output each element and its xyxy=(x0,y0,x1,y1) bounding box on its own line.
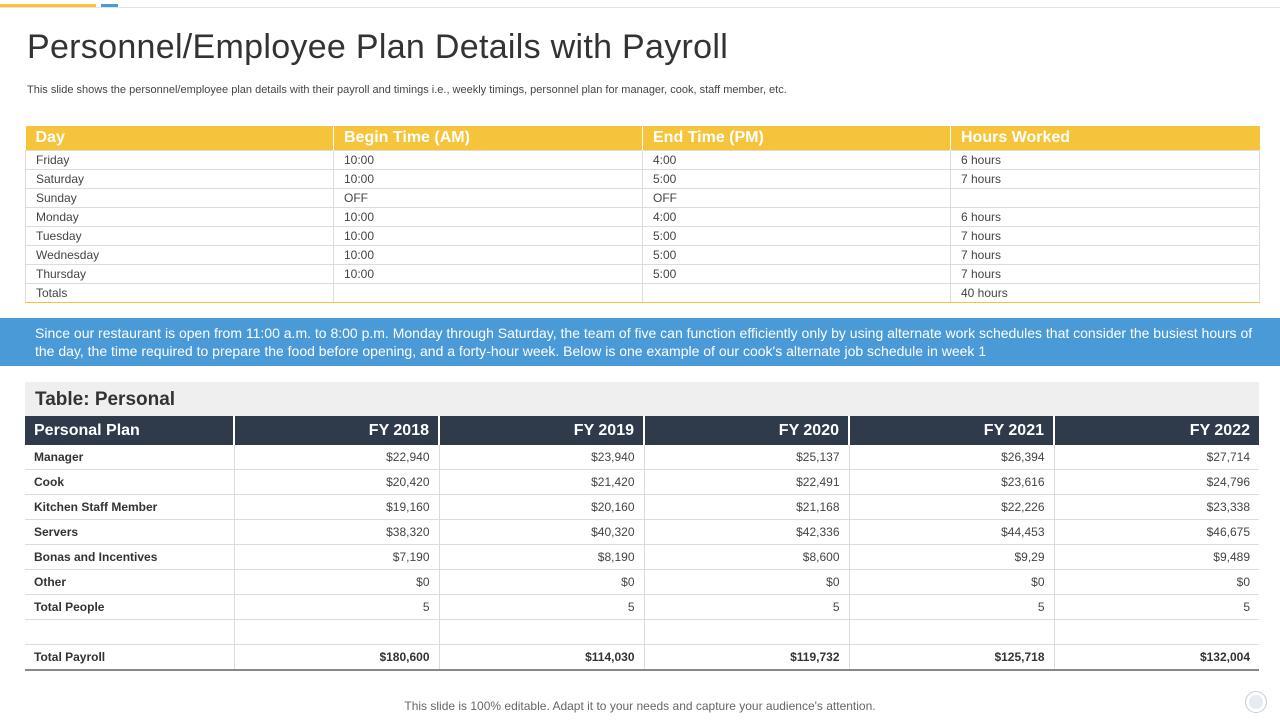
schedule-cell-begin: 10:00 xyxy=(334,246,643,265)
payroll-cell: $8,600 xyxy=(644,545,849,570)
payroll-header-fy2022: FY 2022 xyxy=(1054,416,1259,445)
schedule-row xyxy=(26,208,1260,227)
payroll-total-cell: $119,732 xyxy=(644,645,849,671)
payroll-row xyxy=(25,470,1259,495)
payroll-cell xyxy=(644,620,849,645)
payroll-cell-label: Other xyxy=(25,570,234,595)
payroll-cell: $23,940 xyxy=(439,445,644,470)
schedule-cell-hours: 6 hours xyxy=(951,151,1260,170)
payroll-cell-label: Bonas and Incentives xyxy=(25,545,234,570)
schedule-cell-day: Monday xyxy=(26,208,334,227)
payroll-cell-label: Manager xyxy=(25,445,234,470)
schedule-cell-hours: 7 hours xyxy=(951,227,1260,246)
page-title: Personnel/Employee Plan Details with Payroll xyxy=(27,28,729,66)
schedule-cell-end: 5:00 xyxy=(643,265,951,284)
payroll-cell: $20,420 xyxy=(234,470,439,495)
payroll-cell xyxy=(234,620,439,645)
schedule-cell-hours xyxy=(951,189,1260,208)
payroll-cell: $27,714 xyxy=(1054,445,1259,470)
schedule-row xyxy=(26,151,1260,170)
slide-nav-circle-inner xyxy=(1249,695,1263,709)
payroll-cell: $0 xyxy=(1054,570,1259,595)
schedule-cell-begin: 10:00 xyxy=(334,227,643,246)
schedule-cell-begin: 10:00 xyxy=(334,170,643,189)
payroll-cell: $22,491 xyxy=(644,470,849,495)
payroll-header-row xyxy=(25,416,1259,445)
payroll-header-plan: Personal Plan xyxy=(25,416,234,445)
payroll-cell: $0 xyxy=(849,570,1054,595)
payroll-cell: $38,320 xyxy=(234,520,439,545)
schedule-cell-day: Wednesday xyxy=(26,246,334,265)
payroll-cell: 5 xyxy=(234,595,439,620)
payroll-cell: $19,160 xyxy=(234,495,439,520)
payroll-cell-label: Kitchen Staff Member xyxy=(25,495,234,520)
payroll-cell: $0 xyxy=(234,570,439,595)
schedule-cell-end: 5:00 xyxy=(643,227,951,246)
payroll-cell xyxy=(1054,620,1259,645)
schedule-cell-end: OFF xyxy=(643,189,951,208)
page-subtitle: This slide shows the personnel/employee plan details with their payroll and timings i.e., weekly timings, personnel plan for manager, cook, staff member, etc. xyxy=(27,84,787,96)
schedule-cell-day: Thursday xyxy=(26,265,334,284)
schedule-header-begin: Begin Time (AM) xyxy=(334,126,643,151)
schedule-header-row xyxy=(26,126,1260,151)
payroll-total-cell: $132,004 xyxy=(1054,645,1259,671)
payroll-header-fy2021: FY 2021 xyxy=(849,416,1054,445)
schedule-row xyxy=(26,246,1260,265)
payroll-total-label: Total Payroll xyxy=(25,645,234,671)
slide-nav-circle[interactable] xyxy=(1245,691,1267,713)
schedule-cell-hours: 40 hours xyxy=(951,284,1260,303)
payroll-header-fy2018: FY 2018 xyxy=(234,416,439,445)
payroll-cell: $46,675 xyxy=(1054,520,1259,545)
payroll-cell: $22,940 xyxy=(234,445,439,470)
payroll-header-fy2019: FY 2019 xyxy=(439,416,644,445)
schedule-cell-hours: 6 hours xyxy=(951,208,1260,227)
schedule-cell-day: Sunday xyxy=(26,189,334,208)
payroll-total-row xyxy=(25,645,1259,671)
payroll-row xyxy=(25,595,1259,620)
schedule-row xyxy=(26,227,1260,246)
payroll-cell: $22,226 xyxy=(849,495,1054,520)
schedule-cell-begin: OFF xyxy=(334,189,643,208)
payroll-cell: $23,338 xyxy=(1054,495,1259,520)
schedule-cell-hours: 7 hours xyxy=(951,170,1260,189)
schedule-cell-end xyxy=(643,284,951,303)
schedule-row xyxy=(26,170,1260,189)
schedule-header-end: End Time (PM) xyxy=(643,126,951,151)
payroll-row xyxy=(25,495,1259,520)
payroll-row xyxy=(25,445,1259,470)
info-banner xyxy=(0,318,1280,366)
schedule-cell-hours: 7 hours xyxy=(951,265,1260,284)
payroll-row xyxy=(25,545,1259,570)
payroll-cell: $21,420 xyxy=(439,470,644,495)
payroll-cell: 5 xyxy=(439,595,644,620)
schedule-table xyxy=(25,126,1260,303)
payroll-cell: $7,190 xyxy=(234,545,439,570)
schedule-cell-begin xyxy=(334,284,643,303)
payroll-cell: $21,168 xyxy=(644,495,849,520)
payroll-row-empty xyxy=(25,620,1259,645)
payroll-cell: 5 xyxy=(1054,595,1259,620)
payroll-cell: $20,160 xyxy=(439,495,644,520)
schedule-row xyxy=(26,265,1260,284)
payroll-total-cell: $125,718 xyxy=(849,645,1054,671)
payroll-cell: $0 xyxy=(644,570,849,595)
payroll-row xyxy=(25,570,1259,595)
footer-note: This slide is 100% editable. Adapt it to your needs and capture your audience's attention. xyxy=(404,699,876,713)
schedule-row xyxy=(26,189,1260,208)
payroll-header-fy2020: FY 2020 xyxy=(644,416,849,445)
schedule-cell-end: 4:00 xyxy=(643,208,951,227)
schedule-cell-begin: 10:00 xyxy=(334,265,643,284)
payroll-table xyxy=(25,416,1259,671)
payroll-cell: 5 xyxy=(849,595,1054,620)
payroll-cell-label xyxy=(25,620,234,645)
payroll-row xyxy=(25,520,1259,545)
payroll-cell: 5 xyxy=(644,595,849,620)
payroll-cell: $9,29 xyxy=(849,545,1054,570)
payroll-cell-label: Total People xyxy=(25,595,234,620)
payroll-caption: Table: Personal xyxy=(35,389,176,410)
payroll-cell-label: Servers xyxy=(25,520,234,545)
schedule-cell-end: 4:00 xyxy=(643,151,951,170)
payroll-cell: $9,489 xyxy=(1054,545,1259,570)
schedule-header-day: Day xyxy=(26,126,334,151)
payroll-cell: $25,137 xyxy=(644,445,849,470)
schedule-cell-end: 5:00 xyxy=(643,246,951,265)
payroll-total-cell: $180,600 xyxy=(234,645,439,671)
payroll-cell: $8,190 xyxy=(439,545,644,570)
schedule-cell-day: Tuesday xyxy=(26,227,334,246)
payroll-cell-label: Cook xyxy=(25,470,234,495)
payroll-cell: $26,394 xyxy=(849,445,1054,470)
schedule-header-hours: Hours Worked xyxy=(951,126,1260,151)
payroll-cell: $40,320 xyxy=(439,520,644,545)
info-banner-text: Since our restaurant is open from 11:00 a.m. to 8:00 p.m. Monday through Saturday, the team of five can function efficiently only by using alternate work schedules that consider the busiest hours of the day, the time required to prepare the food before opening, and a forty-hour week. Below is one example of our cook's alternate job schedule in week 1 xyxy=(35,325,1253,359)
schedule-cell-begin: 10:00 xyxy=(334,151,643,170)
payroll-caption-bar xyxy=(25,382,1259,416)
payroll-cell xyxy=(439,620,644,645)
schedule-cell-day: Totals xyxy=(26,284,334,303)
payroll-cell: $24,796 xyxy=(1054,470,1259,495)
schedule-cell-hours: 7 hours xyxy=(951,246,1260,265)
payroll-total-cell: $114,030 xyxy=(439,645,644,671)
payroll-cell xyxy=(849,620,1054,645)
payroll-cell: $44,453 xyxy=(849,520,1054,545)
schedule-totals-row xyxy=(26,284,1260,303)
payroll-cell: $23,616 xyxy=(849,470,1054,495)
schedule-cell-begin: 10:00 xyxy=(334,208,643,227)
payroll-cell: $0 xyxy=(439,570,644,595)
schedule-cell-end: 5:00 xyxy=(643,170,951,189)
schedule-cell-day: Friday xyxy=(26,151,334,170)
top-divider xyxy=(0,7,1280,8)
schedule-cell-day: Saturday xyxy=(26,170,334,189)
payroll-cell: $42,336 xyxy=(644,520,849,545)
